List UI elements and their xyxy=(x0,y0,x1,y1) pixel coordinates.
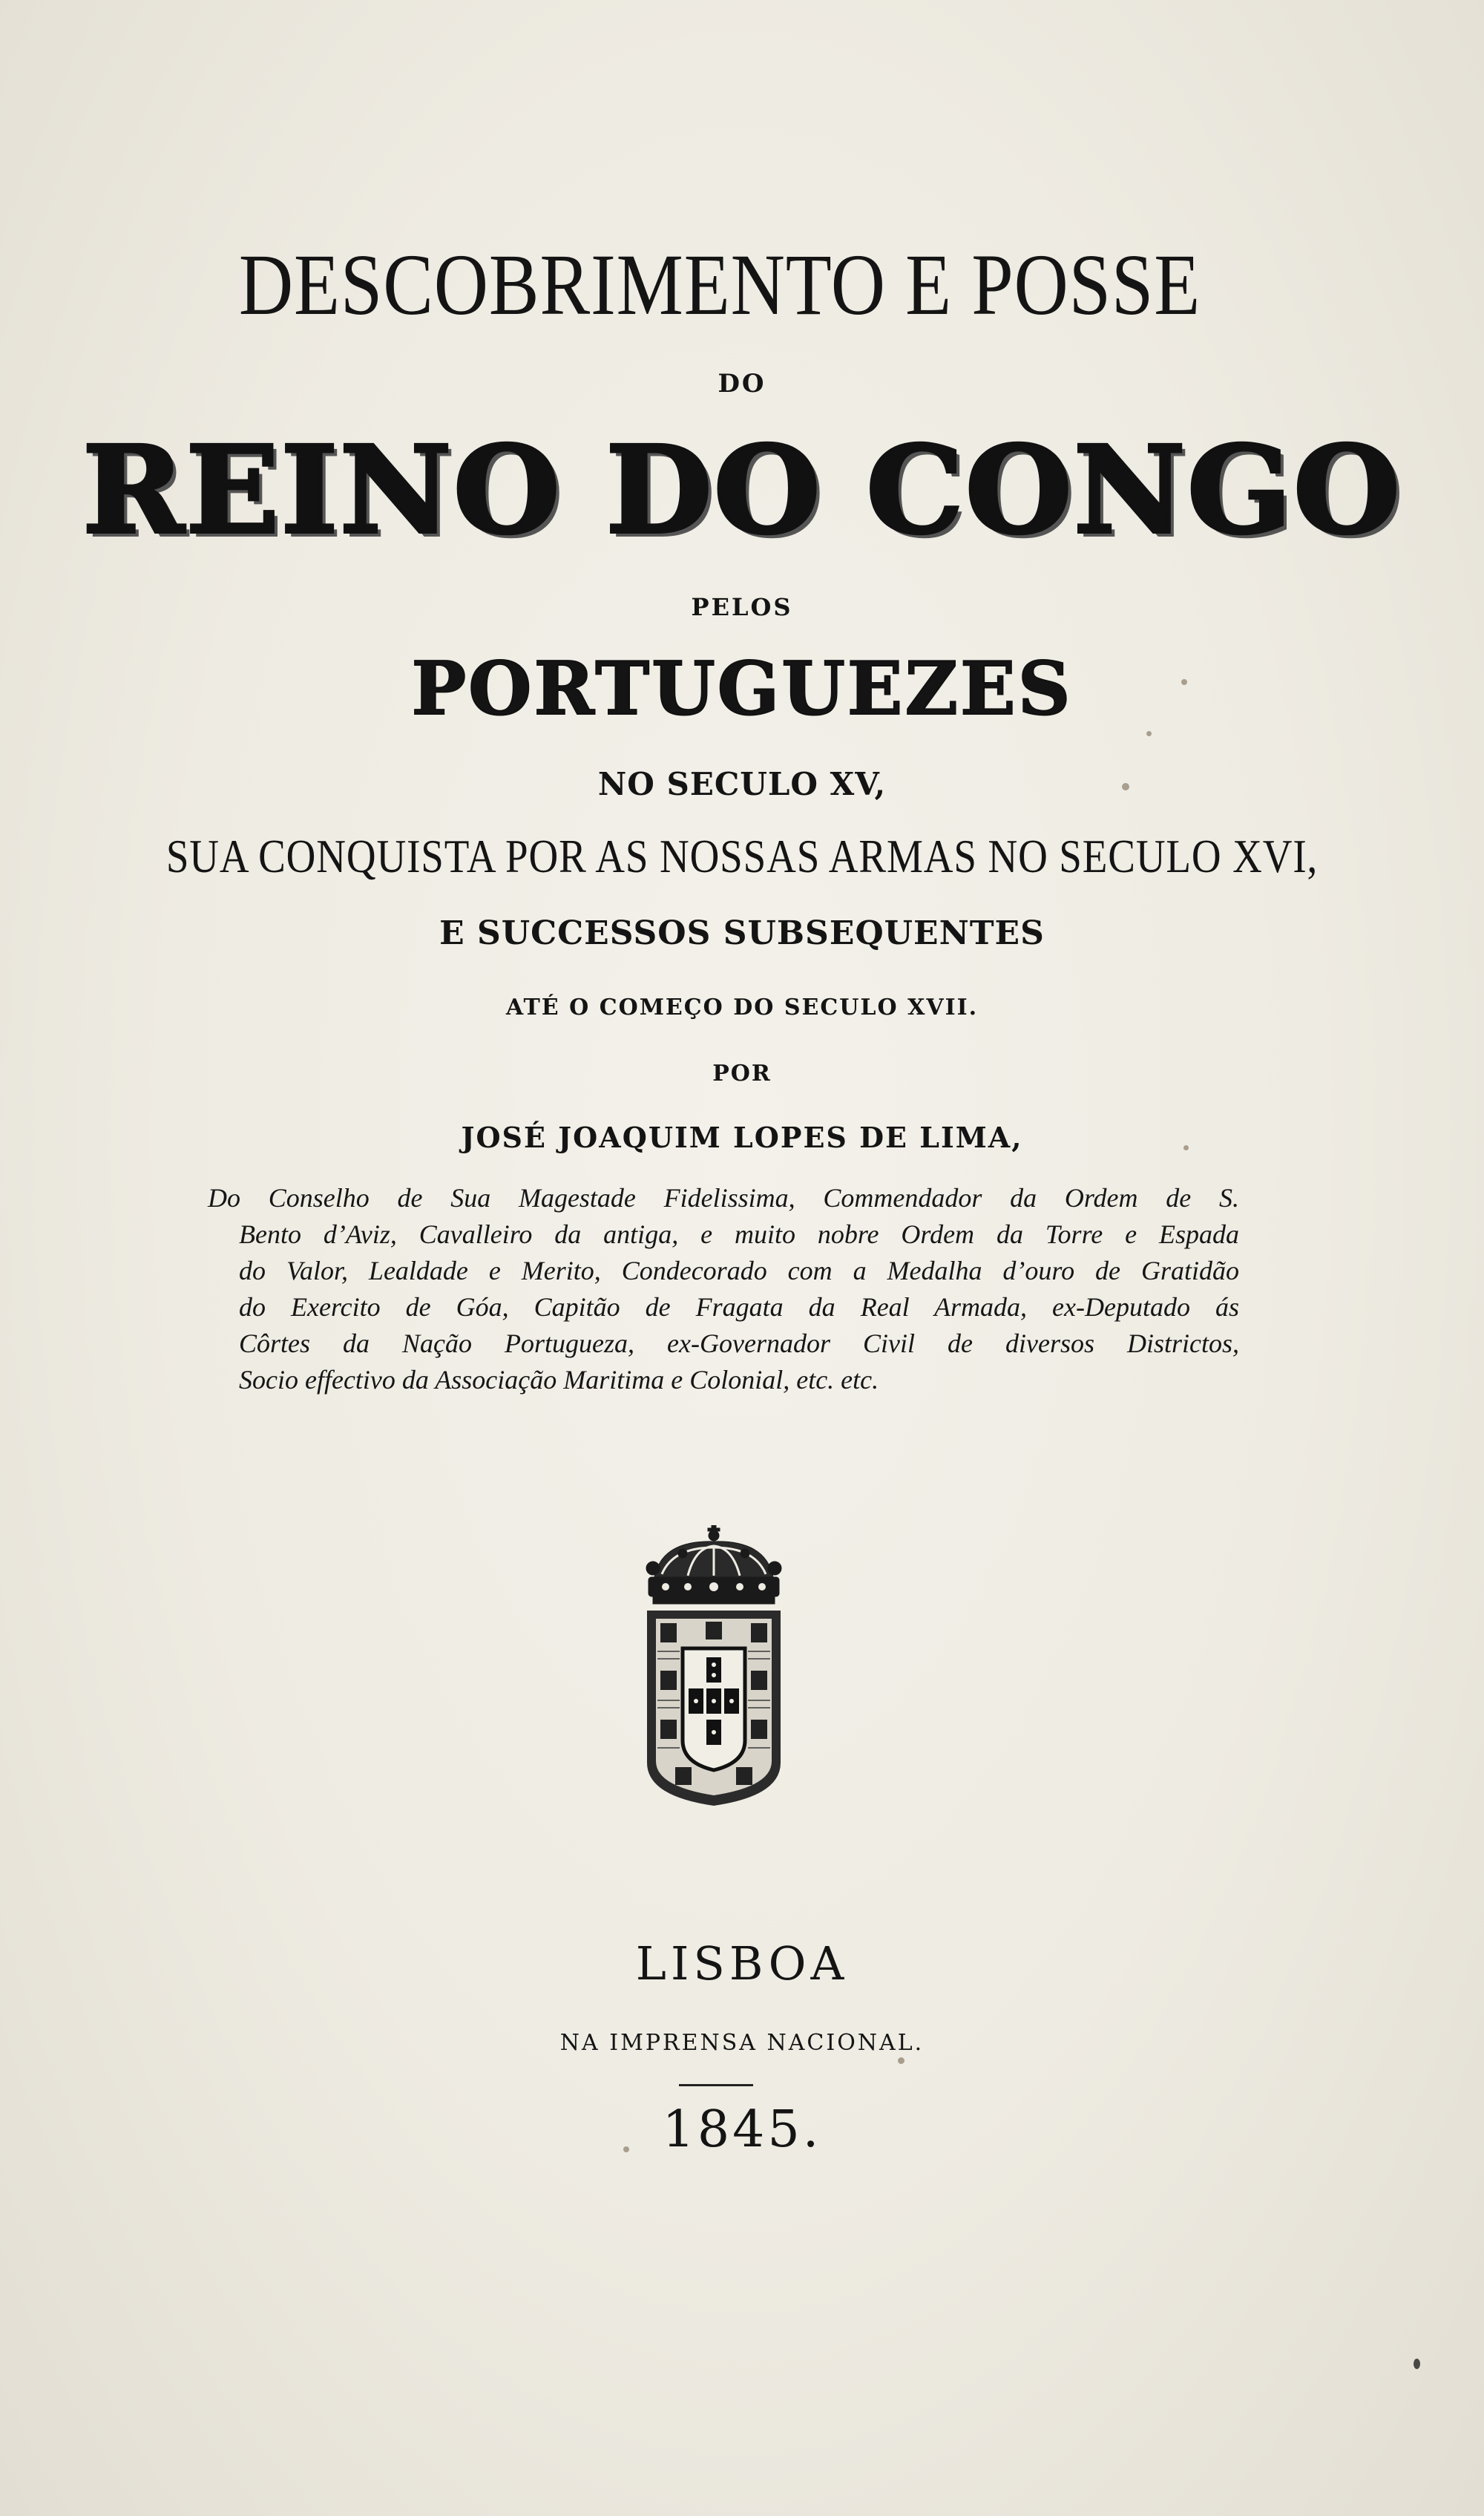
paper-speck xyxy=(1183,1145,1189,1150)
title-word-pelos: PELOS xyxy=(691,593,793,621)
paper-speck xyxy=(898,2057,904,2064)
title-line-descobrimento: DESCOBRIMENTO E POSSE xyxy=(238,236,1201,333)
title-line-portuguezes: PORTUGUEZES xyxy=(411,646,1073,732)
credentials-line: Bento d’Aviz, Cavalleiro da antiga, e muito nobre Ordem da Torre e Espada xyxy=(239,1219,1239,1249)
credentials-line: Côrtes da Nação Portugueza, ex-Governador Civil de diversos Districtos, xyxy=(239,1329,1239,1358)
author-credentials xyxy=(200,1180,1239,1398)
credentials-line: Socio effectivo da Associação Maritima e Colonial, etc. etc. xyxy=(239,1365,879,1395)
paper-speck xyxy=(1181,679,1187,685)
paper-speck xyxy=(623,2146,629,2152)
subtitle-ate-seculo-xvii: ATÉ O COMEÇO DO SECULO XVII. xyxy=(505,995,979,1021)
author-by: POR xyxy=(712,1061,772,1087)
credentials-line: Do Conselho de Sua Magestade Fidelissima, Commendador da Ordem de S. xyxy=(208,1183,1239,1213)
imprint-printer: NA IMPRENSA NACIONAL. xyxy=(559,2030,925,2056)
imprint-year: 1845. xyxy=(662,2100,822,2159)
royal-coat-of-arms-icon xyxy=(640,1525,788,1807)
imprint-place: LISBOA xyxy=(635,1936,849,1991)
title-line-reino-do-congo: REINO DO CONGO xyxy=(82,420,1402,561)
paper-speck xyxy=(1146,731,1152,736)
title-word-do: DO xyxy=(718,369,766,399)
credentials-line: do Valor, Lealdade e Merito, Condecorado com a Medalha d’ouro de Gratidão xyxy=(239,1256,1239,1285)
imprint-divider xyxy=(679,2084,753,2086)
subtitle-successos: E SUCCESSOS SUBSEQUENTES xyxy=(439,914,1045,952)
credentials-line: do Exercito de Góa, Capitão de Fragata da Real Armada, ex-Deputado ás xyxy=(239,1292,1239,1322)
paper-speck xyxy=(1122,783,1129,790)
subtitle-conquista: SUA CONQUISTA POR AS NOSSAS ARMAS NO SECULO XVI, xyxy=(165,830,1319,882)
paper-speck xyxy=(1414,2359,1420,2369)
author-name: JOSÉ JOAQUIM LOPES DE LIMA, xyxy=(461,1121,1023,1154)
subtitle-seculo-xv: NO SECULO XV, xyxy=(597,766,887,802)
